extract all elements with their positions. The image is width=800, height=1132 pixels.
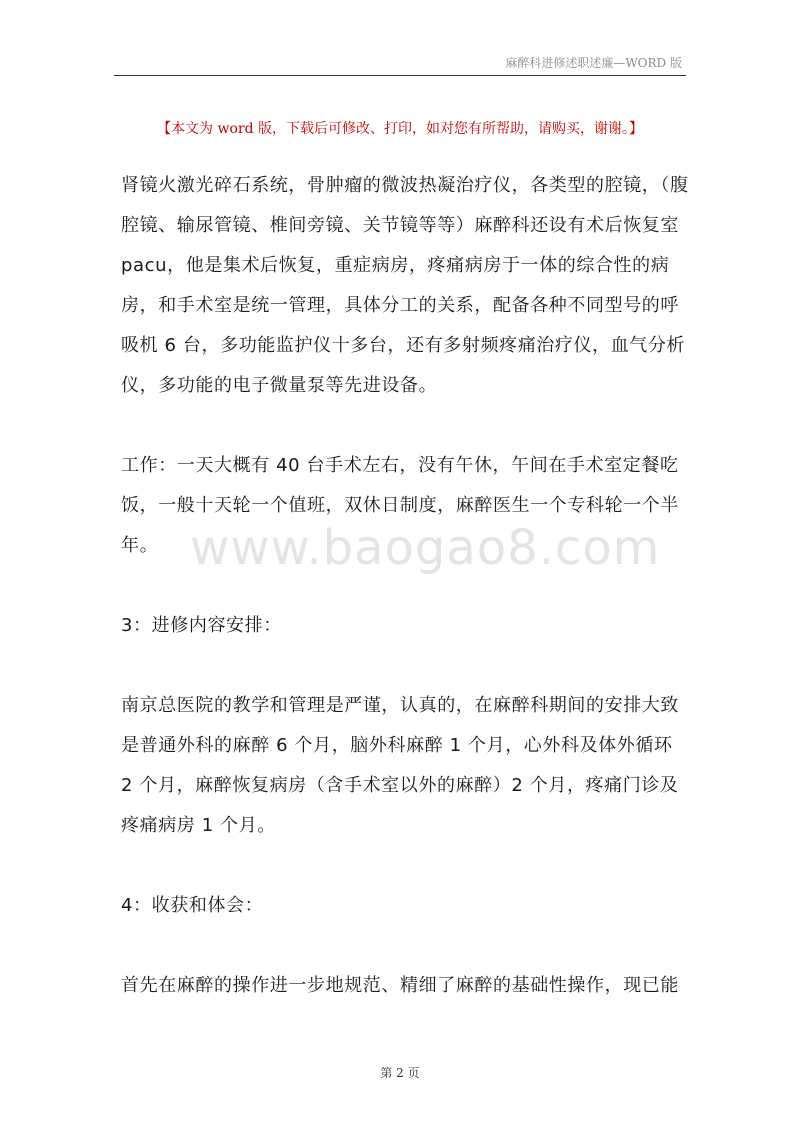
heading-training-schedule: 3：进修内容安排： [121, 615, 282, 636]
watermark: www.baogao8.com [190, 520, 661, 576]
paragraph-equipment: 肾镜火激光碎石系统，骨肿瘤的微波热凝治疗仪，各类型的腔镜，（腹腔镜、输尿管镜、椎间旁镜、关节镜等等）麻醉科还设有术后恢复室 pacu，他是集术后恢复，重症病房，疼痛病房于一体的综合性的病房，和手术室是统一管理，具体分工的关系，配备各种不同型号的呼吸机 6 台，多功能监护仪十多台，还有多射频疼痛治疗仪，血气分析仪，多功能的电子微量泵等先进设备。 [121, 175, 689, 396]
document-body [121, 166, 690, 1006]
heading-gains: 4：收获和体会： [121, 895, 264, 916]
page-number: 第 2 页 [380, 1066, 420, 1080]
paragraph-gains: 首先在麻醉的操作进一步地规范、精细了麻醉的基础性操作，现已能 [121, 975, 679, 996]
download-notice: 【本文为 word 版，下载后可修改、打印，如对您有所帮助，请购买，谢谢。】 [157, 121, 643, 137]
header-divider [114, 75, 686, 76]
paragraph-schedule: 南京总医院的教学和管理是严谨，认真的，在麻醉科期间的安排大致是普通外科的麻醉 6 个月，脑外科麻醉 1 个月，心外科及体外循环 2 个月，麻醉恢复病房（含手术室以外的麻醉）2 个月，疼痛门诊及疼痛病房 1 个月。 [121, 695, 679, 836]
header-title: 麻醉科进修述职述廉—WORD 版 [505, 56, 682, 70]
paragraph-work: 工作：一天大概有 40 台手术左右，没有午休，午间在手术室定餐吃饭，一般十天轮一个值班，双休日制度，麻醉医生一个专科轮一个半年。 [121, 455, 679, 556]
